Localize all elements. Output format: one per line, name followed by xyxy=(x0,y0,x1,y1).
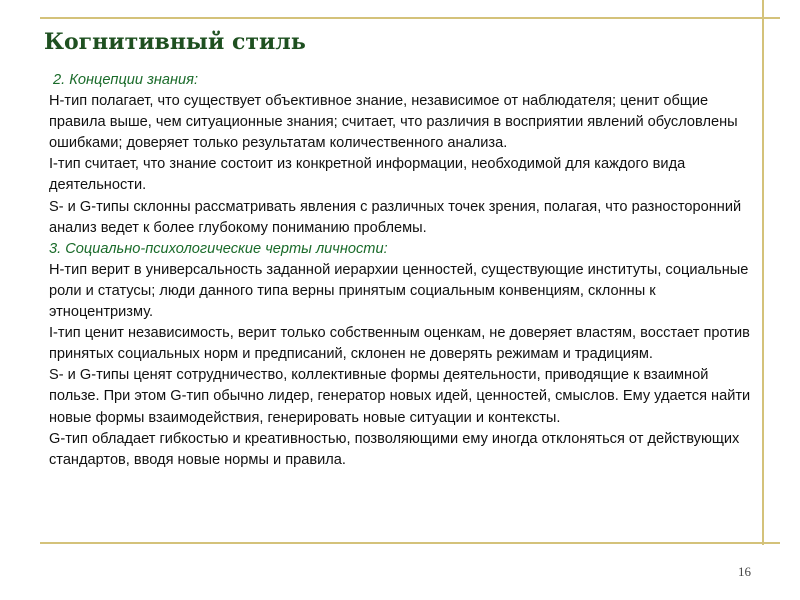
paragraph-g-type-traits: G-тип обладает гибкостью и креативностью, позволяющими ему иногда отклоняться от действующих стандартов, вводя новые нормы и правила. xyxy=(49,430,740,468)
paragraph-sg-type-knowledge: S- и G-типы склонны рассматривать явления с различных точек зрения, полагая, что разносторонний анализ ведет к более глубокому пониманию проблемы. xyxy=(49,198,742,236)
slide-title: Когнитивный стиль xyxy=(44,29,306,55)
page-number: 16 xyxy=(738,564,751,579)
paragraph-sg-type-traits: S- и G-типы ценят сотрудничество, коллективные формы деятельности, приводящие к взаимной пользе. При этом G-тип обычно лидер, генератор новых идей, ценностей, смыслов. Ему удается найти новые формы взаимодействия, генерировать новые ситуации и контексты. xyxy=(49,367,751,426)
section-heading-knowledge: 2. Концепции знания: xyxy=(53,72,199,88)
frame-bottom-line xyxy=(40,542,780,544)
frame-top-line xyxy=(40,17,780,19)
slide-content xyxy=(49,70,754,471)
paragraph-h-type-traits: Н-тип верит в универсальность заданной иерархии ценностей, существующие институты, социальные роли и статусы; люди данного типа верны принятым социальным конвенциям, склонны к этноцентризму. xyxy=(49,261,749,321)
paragraph-i-type-knowledge: I-тип считает, что знание состоит из конкретной информации, необходимой для каждого вида деятельности. xyxy=(49,156,686,194)
paragraph-h-type-knowledge: Н-тип полагает, что существует объективное знание, независимое от наблюдателя; ценит общие правила выше, чем ситуационные знания; считает, что различия в восприятии явлений обусловлены ошибками; доверяет только результатам количественного анализа. xyxy=(49,93,738,152)
frame-vertical-line xyxy=(762,0,764,545)
paragraph-i-type-traits: I-тип ценит независимость, верит только собственным оценкам, не доверяет властям, восстает против принятых социальных норм и предписаний, склонен не доверять режимам и традициям. xyxy=(49,325,750,363)
section-heading-traits: 3. Социально-психологические черты личности: xyxy=(49,240,388,257)
